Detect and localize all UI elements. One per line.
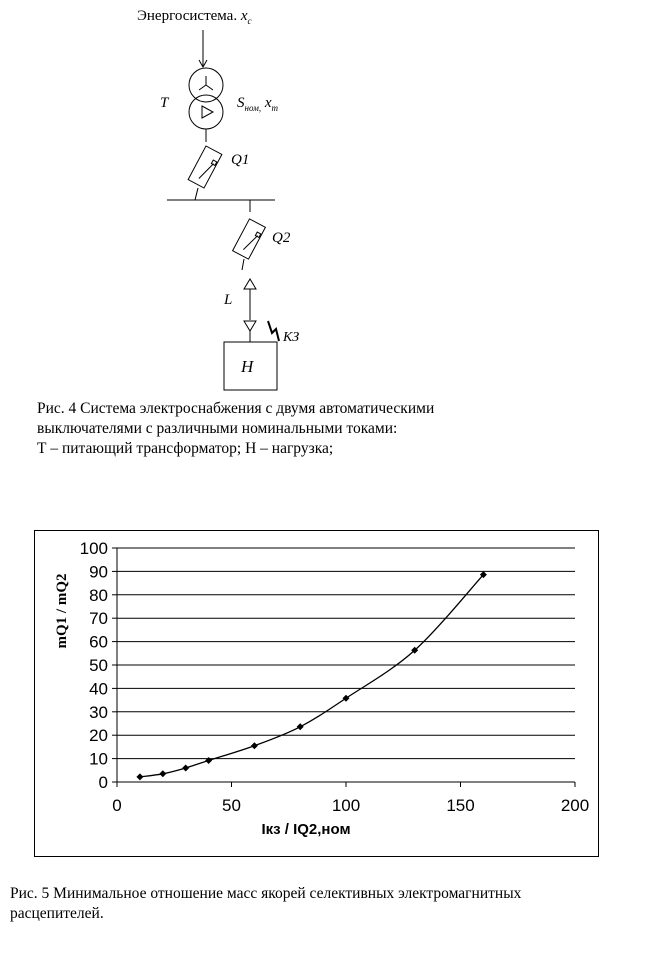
y-tick-label: 40 [89, 679, 108, 699]
caption-line: Рис. 5 Минимальное отношение масс якорей селективных электромагнитных [10, 885, 522, 902]
y-tick-label: 70 [89, 609, 108, 629]
figure4-caption [37, 399, 434, 459]
y-tick-label: 50 [89, 656, 108, 675]
y-axis-label: mQ1 / mQ2 [54, 573, 70, 649]
y-tick-label: 30 [89, 702, 108, 722]
series-line [140, 575, 484, 777]
data-point [182, 764, 189, 771]
caption-line: Т – питающий трансформатор; Н – нагрузка; [37, 440, 334, 457]
x-tick-label: 50 [222, 796, 241, 815]
transformer-label: Т [160, 95, 169, 111]
cable-terminal-bottom [244, 321, 256, 331]
data-point [159, 770, 166, 777]
transformer-winding-2 [189, 95, 223, 129]
q2-breaker-symbol [233, 219, 266, 259]
fault-label: КЗ [283, 330, 300, 345]
y-tick-label: 0 [98, 773, 108, 792]
line-label: L [224, 292, 233, 308]
data-point [297, 723, 304, 730]
q1-breaker-symbol [188, 146, 222, 188]
data-point [343, 695, 350, 702]
y-tick-label: 90 [89, 562, 108, 582]
caption-line: Рис. 4 Система электроснабжения с двумя автоматическими [37, 400, 435, 417]
caption-line: расцепителей. [10, 905, 104, 922]
data-point [205, 757, 212, 764]
q1-label: Q1 [231, 152, 250, 168]
x-tick-label: 0 [112, 796, 122, 815]
cable-terminal-top [244, 279, 256, 289]
figure5-caption [10, 884, 521, 924]
y-tick-label: 10 [89, 749, 108, 769]
x-tick-label: 200 [560, 796, 590, 815]
delta-symbol [202, 106, 213, 118]
chart-frame [34, 530, 599, 857]
ratio-chart [35, 531, 598, 856]
data-point [251, 742, 258, 749]
source-label: Энергосистема. $x_с$ [137, 8, 252, 26]
transformer-rating-label: $S_{ном,}$ $x_т$ [237, 95, 279, 113]
y-tick-label: 100 [79, 539, 108, 558]
load-label: Н [241, 357, 254, 376]
x-tick-label: 150 [446, 796, 475, 815]
fault-symbol [268, 321, 279, 341]
y-tick-label: 60 [89, 632, 108, 652]
x-axis-label: Iкз / IQ2,ном [261, 821, 351, 838]
x-tick-label: 100 [331, 796, 361, 815]
data-point [136, 773, 143, 780]
power-supply-diagram [0, 0, 400, 395]
y-tick-label: 80 [89, 585, 108, 605]
caption-line: выключателями с различными номинальными токами: [37, 420, 398, 437]
q2-label: Q2 [272, 230, 291, 246]
y-tick-label: 20 [89, 726, 108, 746]
